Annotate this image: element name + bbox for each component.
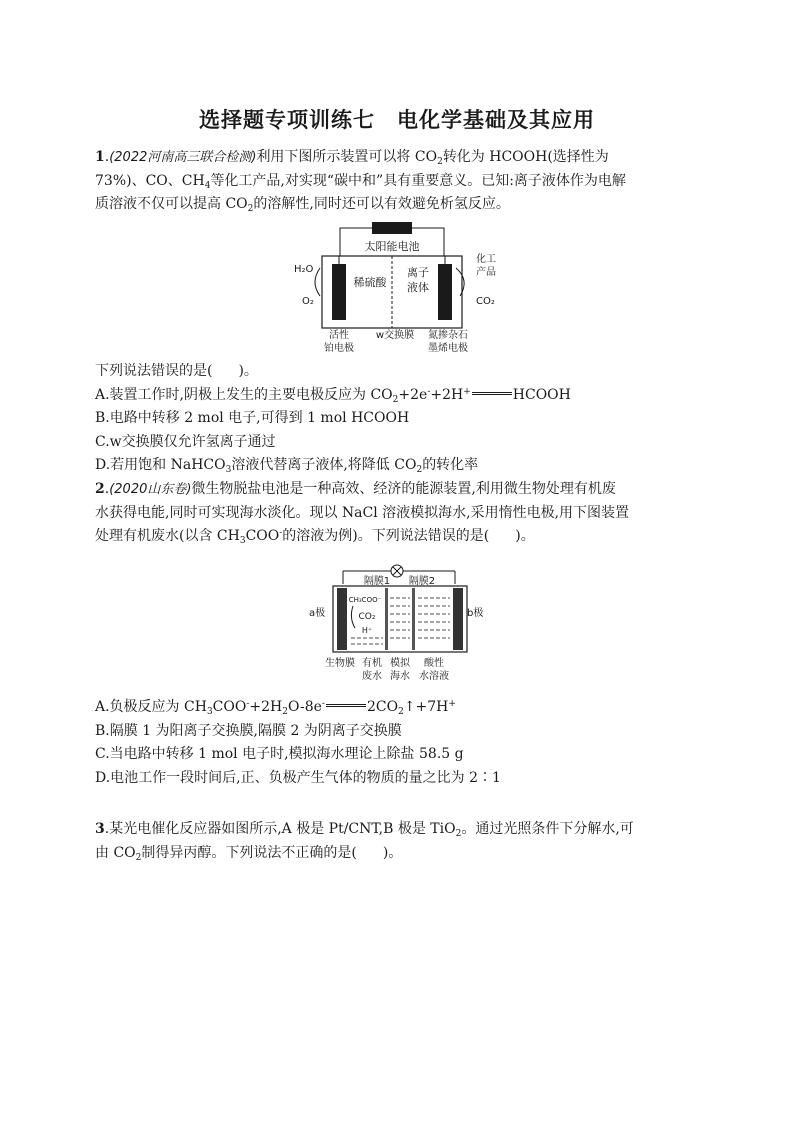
acid-label: 稀硫酸 [353,276,387,289]
question-2-options [95,696,705,790]
svg-text:废水: 废水 [362,671,382,682]
svg-text:氮掺杂石: 氮掺杂石 [428,330,468,341]
question-source: (2022河南高三联合检测) [109,150,257,165]
option-d: D.电池工作一段时间后,正、负极产生气体的物质的量之比为 2∶1 [95,769,501,786]
svg-text:模拟: 模拟 [390,658,410,669]
question-source: (2020山东卷) [109,482,192,497]
option-c: C.当电路中转移 1 mol 电子时,模拟海水理论上除盐 58.5 g [95,746,464,762]
option-b: B.隔膜 1 为阳离子交换膜,隔膜 2 为阴离子交换膜 [95,722,402,739]
question-number: 2 [95,481,105,497]
option-b: B.电路中转移 2 mol 电子,可得到 1 mol HCOOH [95,410,410,426]
left-electrode [332,264,346,320]
question-1-options: 下列说法错误的是( )。 A.装置工作时,阴极上发生的主要电极反应为 $CO_2+2e^-+2H^+$ HCOOH B.电路中转移 2 mol 电子,可得到 1 mol HCOOH C.w交换膜仅允许氢离子通过 D.若用饱和 NaHCO$_3$溶液代替离子液体,将降低 $CO_2$的转化率 [95,360,705,478]
option-d: D.若用饱和 NaHCO$_3$溶液代替离子液体,将降低 $CO_2$的转化率 [95,457,479,475]
question-number: 1 [95,149,105,165]
svg-text:H⁺: H⁺ [361,626,373,635]
svg-text:隔膜2: 隔膜2 [408,576,436,587]
q1-line-3: 质溶液不仅可以提高 CO [95,196,248,212]
q1-stem: 下列说法错误的是( [95,363,213,379]
svg-text:活性: 活性 [329,330,349,341]
svg-text:墨烯电极: 墨烯电极 [428,343,468,354]
q1-line-1: 利用下图所示装置可以将 CO [256,149,438,165]
svg-text:O₂: O₂ [302,296,314,307]
svg-text:酸性: 酸性 [424,658,444,669]
svg-text:离子: 离子 [407,266,429,279]
electrolysis-diagram [280,220,520,356]
page-title: 选择题专项训练七 电化学基础及其应用 [199,108,595,132]
svg-text:CH₃COO⁻: CH₃COO⁻ [348,596,382,604]
svg-text:产品: 产品 [476,267,496,278]
svg-text:有机: 有机 [362,658,382,669]
svg-text:水溶液: 水溶液 [419,671,449,682]
battery-label: 太阳能电池 [364,240,420,253]
option-a: A.负极反应为 $CH_3COO^-+2H_2O-8e^-$ $2CO_2↑+7H^+$ [95,699,456,717]
option-c: C.w交换膜仅允许氢离子通过 [95,433,276,450]
svg-text:化工: 化工 [476,254,496,265]
question-number: 3 [95,821,105,837]
svg-text:CO₂: CO₂ [476,296,495,307]
svg-text:铂电极: 铂电极 [324,343,354,354]
svg-text:a极: a极 [309,608,326,619]
svg-text:海水: 海水 [390,671,410,682]
question-3-intro: 3.某光电催化反应器如图所示,A 极是 Pt/CNT,B 极是 TiO$_2$。通过光照条件下分解水,可 由 $CO_2$制得异丙醇。下列说法不正确的是( )。 [95,821,634,863]
svg-text:液体: 液体 [407,281,429,294]
question-2-intro: 2.(2020山东卷)微生物脱盐电池是一种高效、经济的能源装置,利用微生物处理有机废 水获得电能,同时可实现海水淡化。现以 NaCl 溶液模拟海水,采用惰性电极,用下图装置 处理有机废水(以含 $CH_3COO^-$的溶液为例)。下列说法错误的是( )。 [95,481,630,546]
option-a: A.装置工作时,阴极上发生的主要电极反应为 $CO_2+2e^-+2H^+$ HCOOH [95,386,571,405]
question-1-intro: 1.(2022河南高三联合检测)利用下图所示装置可以将 $CO_2$转化为 HCOOH(选择性为 73%)、CO、$CH_4$等化工产品,对实现“碳中和”具有重要意义。已知:离子液体作为电解 质溶液不仅可以提高 $CO_2$的溶解性,同时还可以有效避免析氢反应。 [95,149,626,214]
svg-text:生物膜: 生物膜 [325,658,355,669]
q1-line-2: 73%)、CO、CH [95,172,205,189]
svg-text:b极: b极 [467,608,484,619]
svg-text:CO₂: CO₂ [358,612,376,622]
right-electrode [438,264,452,320]
svg-text:H₂O: H₂O [294,264,314,275]
svg-text:隔膜1: 隔膜1 [363,576,391,587]
desalination-cell-diagram [305,562,495,688]
svg-text:w交换膜: w交换膜 [375,330,415,341]
